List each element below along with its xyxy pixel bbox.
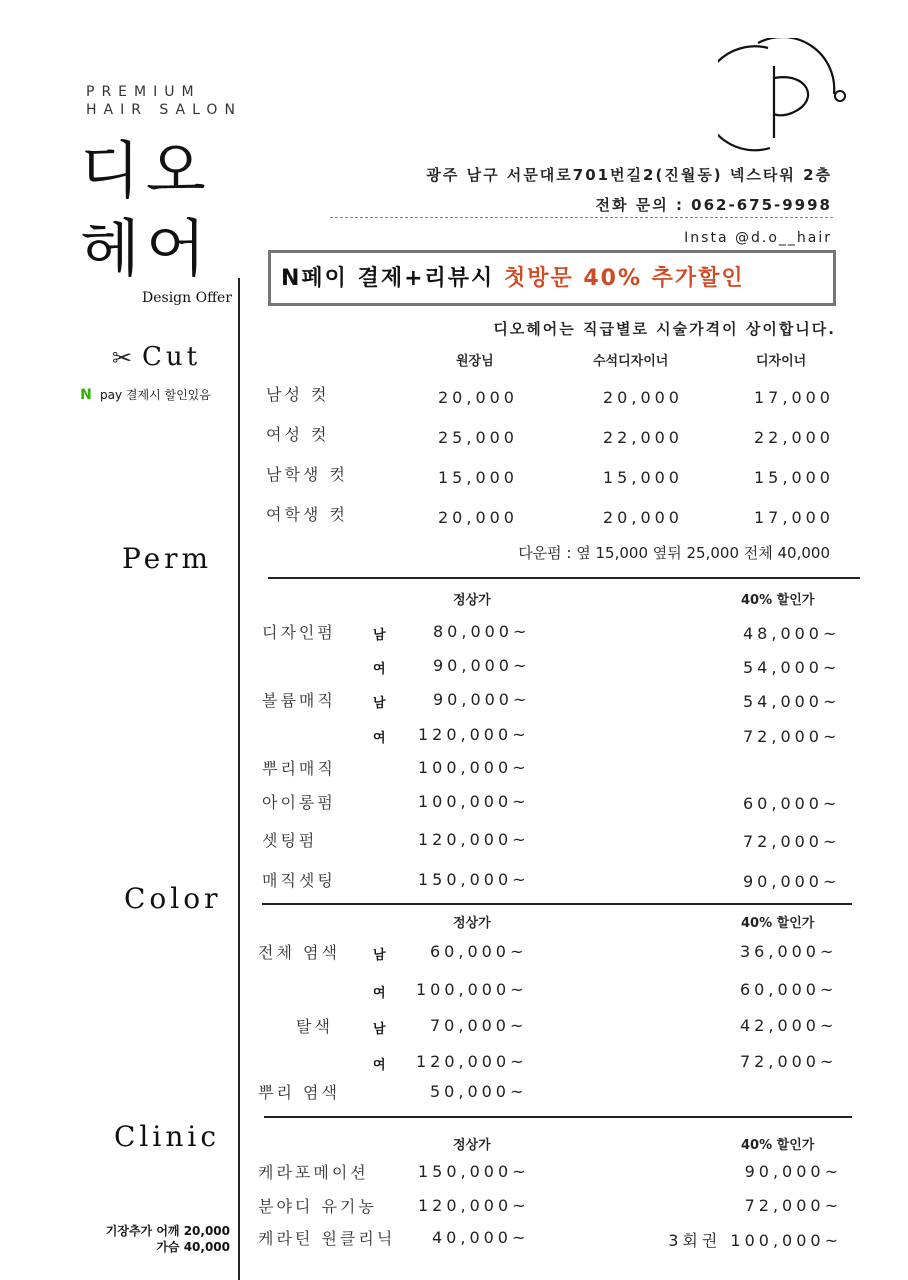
price-value: 20,000 (603, 508, 683, 527)
gender-label: 남 (373, 1022, 386, 1037)
service-name: 볼륨매직 (262, 691, 336, 710)
discount-price: 72,000~ (740, 1052, 838, 1071)
regular-price: 100,000~ (416, 980, 528, 999)
regular-price: 70,000~ (430, 1016, 528, 1035)
discount-price: 3회권 100,000~ (668, 1231, 842, 1250)
discount-price: 90,000~ (744, 1162, 842, 1181)
regular-price: 90,000~ (433, 690, 531, 709)
discount-price: 60,000~ (740, 980, 838, 999)
service-name: 분야디 유기농 (258, 1197, 377, 1216)
perm-header-discount: 40% 할인가 (741, 593, 815, 608)
price-value: 25,000 (438, 428, 518, 447)
service-name: 남학생 컷 (266, 465, 348, 484)
regular-price: 120,000~ (416, 1052, 528, 1071)
service-name: 케라포메이션 (258, 1163, 369, 1182)
downperm-note: 다운펌 : 옆 15,000 옆뒤 25,000 전체 40,000 (518, 544, 830, 562)
npay-logo-icon: N (78, 387, 94, 403)
service-name: 아이롱펌 (262, 793, 336, 812)
gender-label: 남 (373, 628, 386, 643)
brand-hair-salon: HAIR SALON (86, 102, 242, 118)
price-value: 15,000 (754, 468, 834, 487)
price-value: 17,000 (754, 388, 834, 407)
discount-price: 42,000~ (740, 1016, 838, 1035)
service-name: 매직셋팅 (262, 871, 336, 890)
price-value: 15,000 (603, 468, 683, 487)
service-name: 탈색 (296, 1017, 333, 1036)
service-name: 전체 염색 (258, 943, 340, 962)
cut-header-senior: 수석디자이너 (593, 354, 669, 369)
color-header-regular: 정상가 (453, 916, 491, 931)
service-name: 남성 컷 (266, 385, 330, 404)
regular-price: 90,000~ (433, 656, 531, 675)
regular-price: 150,000~ (418, 870, 530, 889)
npay-note (78, 386, 211, 403)
service-name: 여성 컷 (266, 425, 330, 444)
regular-price: 120,000~ (418, 725, 530, 744)
phone-text: 전화 문의 : 062-675-9998 (595, 196, 832, 214)
color-divider (262, 903, 852, 905)
gender-label: 여 (373, 1058, 386, 1073)
discount-price: 36,000~ (740, 942, 838, 961)
promo-prefix: N페이 결제+리뷰시 (281, 266, 504, 291)
scissors-icon: ✂ (112, 344, 133, 372)
price-value: 22,000 (754, 428, 834, 447)
regular-price: 60,000~ (430, 942, 528, 961)
service-name: 셋팅펌 (262, 831, 318, 850)
cut-notice: 디오헤어는 직급별로 시술가격이 상이합니다. (493, 320, 836, 338)
price-value: 17,000 (754, 508, 834, 527)
regular-price: 40,000~ (432, 1228, 530, 1247)
cut-header-designer: 디자이너 (756, 354, 807, 369)
section-title-perm: Perm (122, 542, 213, 575)
service-name: 케라틴 원클리닉 (258, 1229, 396, 1248)
cut-header-director: 원장님 (456, 354, 494, 369)
section-title-clinic: Clinic (114, 1120, 221, 1153)
discount-price: 54,000~ (743, 692, 841, 711)
npay-note-text: pay 결제시 할인있음 (100, 388, 211, 402)
regular-price: 50,000~ (430, 1082, 528, 1101)
gender-label: 남 (373, 696, 386, 711)
regular-price: 80,000~ (433, 622, 531, 641)
section-title-cut: Cut (142, 342, 202, 372)
clinic-header-discount: 40% 할인가 (741, 1138, 815, 1153)
dashed-divider (330, 217, 833, 218)
discount-price: 72,000~ (743, 727, 841, 746)
price-value: 22,000 (603, 428, 683, 447)
regular-price: 100,000~ (418, 758, 530, 777)
gender-label: 여 (373, 662, 386, 677)
address-text: 광주 남구 서문대로701번길2(진월동) 넥스타워 2층 (426, 166, 832, 184)
gender-label: 여 (373, 986, 386, 1001)
discount-price: 90,000~ (743, 872, 841, 891)
promo-highlight: 첫방문 40% 추가할인 (503, 266, 745, 291)
brand-tagline: Design Offer (142, 290, 233, 306)
gender-label: 남 (373, 948, 386, 963)
price-value: 15,000 (438, 468, 518, 487)
clinic-header-regular: 정상가 (453, 1138, 491, 1153)
service-name: 디자인펌 (262, 623, 336, 642)
regular-price: 120,000~ (418, 830, 530, 849)
perm-divider (268, 577, 860, 579)
brand-premium: PREMIUM (86, 84, 201, 100)
brand-name-line1: 디오 (80, 134, 212, 207)
price-value: 20,000 (438, 508, 518, 527)
salon-logo (718, 38, 852, 158)
price-value: 20,000 (438, 388, 518, 407)
regular-price: 120,000~ (418, 1196, 530, 1215)
regular-price: 150,000~ (418, 1162, 530, 1181)
service-name: 뿌리 염색 (258, 1083, 340, 1102)
promo-banner (268, 250, 836, 306)
extra-charge-line1: 기장추가 어깨 20,000 (105, 1224, 230, 1238)
color-header-discount: 40% 할인가 (741, 916, 815, 931)
service-name: 여학생 컷 (266, 505, 348, 524)
promo-text (281, 261, 745, 292)
perm-header-regular: 정상가 (453, 593, 491, 608)
price-value: 20,000 (603, 388, 683, 407)
section-title-color: Color (124, 882, 222, 915)
instagram-handle: Insta @d.o__hair (684, 230, 832, 246)
clinic-divider (264, 1116, 852, 1118)
gender-label: 여 (373, 731, 386, 746)
discount-price: 72,000~ (743, 832, 841, 851)
discount-price: 72,000~ (744, 1196, 842, 1215)
vertical-divider (238, 278, 240, 1280)
discount-price: 54,000~ (743, 658, 841, 677)
service-name: 뿌리매직 (262, 759, 336, 778)
regular-price: 100,000~ (418, 792, 530, 811)
extra-charge-line2: 가슴 40,000 (156, 1240, 230, 1254)
discount-price: 48,000~ (743, 624, 841, 643)
discount-price: 60,000~ (743, 794, 841, 813)
brand-name-line2: 헤어 (80, 212, 212, 285)
